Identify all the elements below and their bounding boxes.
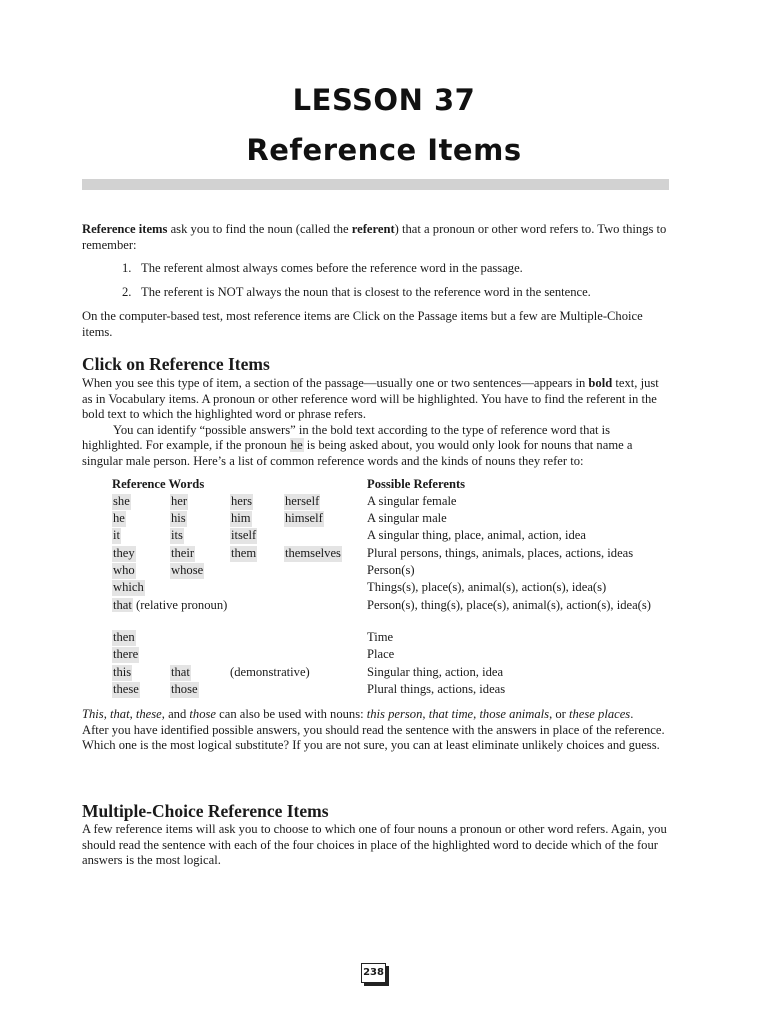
reference-word: which xyxy=(113,580,144,594)
table-row xyxy=(112,682,672,698)
click-p2-a: You can identify “possible answers” in the bold text according to the type of reference word that is highlighted. For example, if the pronoun xyxy=(82,422,611,453)
italic-word: those xyxy=(189,707,217,721)
cbt-paragraph xyxy=(82,309,670,340)
mc-text: A few reference items will ask you to choose to which one of four nouns a pronoun or other word refers. Again, you should read the sentence with each of the four choices in place of the highlighted word to decide which of the four answers is the most logical. xyxy=(82,822,667,868)
italic-word: that xyxy=(110,707,130,721)
click-p1-b: text, just as in Vocabulary items. A pronoun or other reference word will be highlighted. You have to find the referent in the bold text to which the highlighted word or phrase refers. xyxy=(82,376,659,422)
after-paragraph: After you have identified possible answers, you should read the sentence with the answers in place of the reference. Which one is the most logical substitute? If you are not sure, you can at least eliminate unlikely choices and guess. xyxy=(82,722,665,753)
possible-referent: Things(s), place(s), animal(s), action(s), idea(s) xyxy=(367,580,607,594)
reference-word: whose xyxy=(171,563,204,577)
bold-word: bold xyxy=(588,376,613,390)
italic-word: these xyxy=(135,707,162,721)
reference-word: her xyxy=(171,494,188,508)
title-divider xyxy=(82,179,669,190)
list-item-number: 1. xyxy=(122,261,132,275)
reference-word: who xyxy=(113,563,135,577)
mc-paragraph xyxy=(82,822,670,869)
click-p1-a: When you see this type of item, a section of the passage—usually one or two sentences—appears in xyxy=(82,376,589,390)
possible-referent: Place xyxy=(367,647,395,661)
italic-example: those animals xyxy=(479,707,550,721)
intro-text-1: ask you to find the noun (called the xyxy=(167,222,352,236)
header-reference-words: Reference Words xyxy=(112,477,205,491)
italic-word: This xyxy=(82,707,104,721)
possible-referent: Person(s) xyxy=(367,563,415,577)
punct: , xyxy=(129,707,136,721)
reference-word: these xyxy=(113,682,139,696)
table-row xyxy=(112,494,672,510)
punct: , or xyxy=(549,707,569,721)
possible-referent: Time xyxy=(367,630,394,644)
table-row xyxy=(112,630,672,646)
reference-word: herself xyxy=(285,494,320,508)
reference-word: there xyxy=(113,647,139,661)
reference-word: his xyxy=(171,511,186,525)
punct: , xyxy=(103,707,110,721)
section-heading-click: Click on Reference Items xyxy=(82,354,270,374)
reference-word: it xyxy=(113,528,120,542)
possible-referent: A singular male xyxy=(367,511,447,525)
lesson-title: Reference Items xyxy=(246,133,522,167)
lesson-header xyxy=(0,82,768,168)
reference-word: hers xyxy=(231,494,252,508)
list-item-number: 2. xyxy=(122,285,132,299)
demonstrative-note xyxy=(82,707,670,754)
reference-word: that xyxy=(113,598,132,612)
reference-word: its xyxy=(171,528,183,542)
highlighted-word: he xyxy=(290,438,303,453)
reference-word: she xyxy=(113,494,130,508)
term-reference-items: Reference items xyxy=(82,222,168,236)
reference-word: himself xyxy=(285,511,323,525)
intro-paragraph xyxy=(82,222,670,253)
italic-example: that time xyxy=(428,707,474,721)
table-row xyxy=(112,580,672,596)
reference-word: they xyxy=(113,546,135,560)
possible-referent: Person(s), thing(s), place(s), animal(s), action(s), idea(s) xyxy=(367,598,651,612)
punct: . xyxy=(630,707,634,721)
table-row xyxy=(112,528,672,544)
note-text: can also be used with nouns: xyxy=(216,707,367,721)
page-number: 238 xyxy=(361,963,386,983)
possible-referent: A singular female xyxy=(367,494,457,508)
punct: , xyxy=(473,707,480,721)
word-note: (demonstrative) xyxy=(230,665,310,679)
possible-referent: Plural things, actions, ideas xyxy=(367,682,506,696)
list-item xyxy=(122,261,670,277)
reference-word: themselves xyxy=(285,546,341,560)
click-section-body xyxy=(82,376,670,470)
italic-example: this person xyxy=(366,707,423,721)
word-note: (relative pronoun) xyxy=(136,598,228,612)
possible-referent: Singular thing, action, idea xyxy=(367,665,504,679)
list-item-text: The referent is NOT always the noun that is closest to the reference word in the sentence. xyxy=(141,285,591,299)
reference-word: their xyxy=(171,546,195,560)
list-item xyxy=(122,285,670,301)
section-heading-multiple-choice: Multiple-Choice Reference Items xyxy=(82,801,329,821)
table-row xyxy=(112,563,672,579)
punct: , and xyxy=(161,707,190,721)
click-p2-b: is being asked about, you would only look for nouns that name a singular male person. Here’s a list of common reference words and the kinds of nouns they refer to: xyxy=(82,438,633,468)
list-item-text: The referent almost always comes before the reference word in the passage. xyxy=(141,261,523,275)
lesson-number: LESSON 37 xyxy=(292,83,476,117)
table-row xyxy=(112,598,672,630)
term-referent: referent xyxy=(351,222,395,236)
reference-word: them xyxy=(231,546,257,560)
header-possible-referents: Possible Referents xyxy=(367,477,466,491)
punct: , xyxy=(422,707,429,721)
reference-word: him xyxy=(231,511,251,525)
reference-word: this xyxy=(113,665,132,679)
table-row xyxy=(112,511,672,527)
table-row xyxy=(112,647,672,663)
reference-word: then xyxy=(113,630,135,644)
reference-word: those xyxy=(171,682,198,696)
cbt-text: On the computer-based test, most reference items are Click on the Passage items but a few are Multiple-Choice items. xyxy=(82,309,643,339)
reference-word: he xyxy=(113,511,125,525)
intro-text-2: ) that a pronoun or other word refers to. Two things to remember: xyxy=(82,222,667,252)
table-row xyxy=(112,665,672,681)
italic-example: these places xyxy=(569,707,631,721)
reference-word: that xyxy=(171,665,190,679)
reference-word: itself xyxy=(231,528,257,542)
possible-referent: A singular thing, place, animal, action, idea xyxy=(367,528,586,542)
table-row xyxy=(112,546,672,562)
possible-referent: Plural persons, things, animals, places, actions, ideas xyxy=(367,546,634,560)
